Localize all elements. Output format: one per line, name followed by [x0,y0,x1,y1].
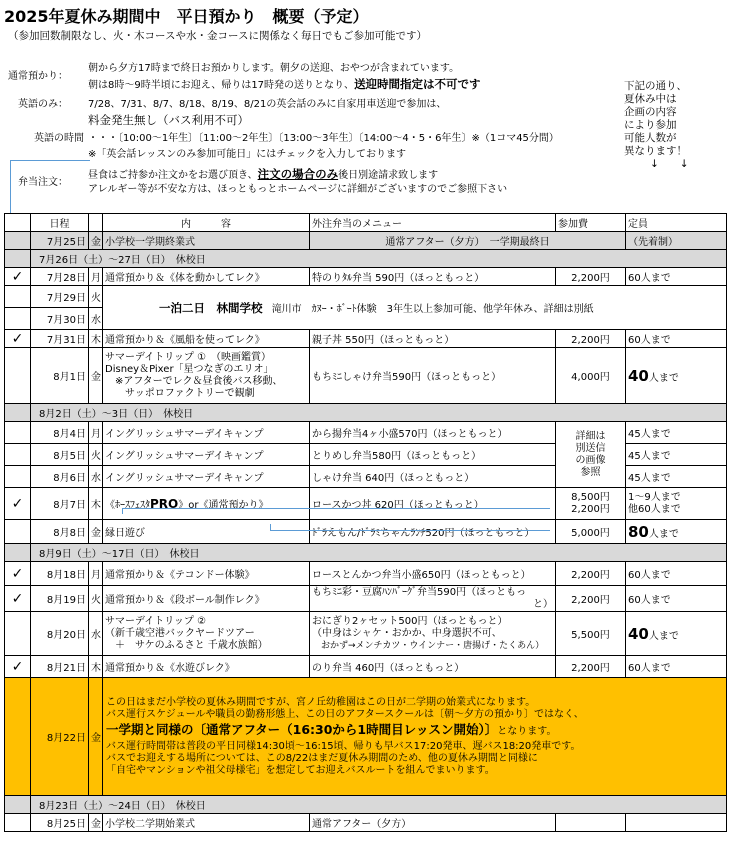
menu-cell: ロースとんかつ弁当小盛650円（ほっともっと） [310,562,556,586]
dow-cell: 水 [89,612,103,656]
cap-number: 40 [628,366,649,385]
page-title: 2025年夏休み期間中 平日預かり 概要（予定） [4,7,369,26]
cap-line: 他60人まで [628,503,681,515]
fee-cell: 2,200円 [556,586,626,612]
date-cell: 8月20日 [31,612,89,656]
menu-cell: のり弁当 460円（ほっともっと） [310,656,556,678]
fee-cell: 2,200円 [556,562,626,586]
dow-cell: 金 [89,814,103,832]
content-line: Disney＆Pixer「星つなぎのエリオ」 [105,363,274,375]
holiday-cell: 8月2日（土）～3日（日） 休校日 [31,404,727,422]
cap-unit: 人まで [648,630,679,642]
menu-cell [310,586,556,612]
date-cell: 8月4日 [31,422,89,444]
bento-line2: アレルギー等が不安な方は、ほっともっとホームページに詳細がございますのでご参照下さい [88,184,508,195]
table-row [5,678,727,796]
fee-arrow-line [122,508,550,509]
side-note-line: 可能人数が [624,132,677,144]
date-cell: 8月7日 [31,488,89,520]
dow-cell: 木 [89,488,103,520]
check-cell [5,232,31,250]
bento-line1-a: 昼食はご持参か注文かをお選び頂き、 [88,170,258,181]
menu-cell: しゃけ弁当 640円（ほっともっと） [310,466,556,488]
table-row [5,286,727,308]
cap-cell [626,612,727,656]
table-row [5,422,727,444]
date-cell: 8月22日 [31,678,89,796]
page-subtitle: （参加回数制限なし、火・木コースや水・金コースに関係なく毎日でもご参加可能です） [8,30,427,42]
table-row [5,520,727,544]
camp-detail: 滝川市 ｶﾇｰ・ﾎﾞｰﾄ体験 3年生以上参加可能、他学年休み、詳細は別紙 [271,303,594,315]
menu-cell: 親子丼 550円（ほっともっと） [310,330,556,348]
menu-cell: ロースかつ丼 620円（ほっともっと） [310,488,556,520]
header-date: 日程 [31,214,89,232]
menu-cell: から揚弁当4ヶ小盛570円（ほっともっと） [310,422,556,444]
content-cell: 通常預かり＆《段ボール制作レク》 [103,586,310,612]
cap-cell: 60人まで [626,656,727,678]
side-note-line: ↓ ↓ [650,158,689,170]
check-cell [5,250,31,268]
english-check-icon: ✓ [5,656,31,678]
tsujo-line2-emph: 送迎時間指定は不可です [354,77,481,91]
notice-line: バスでお迎えする場所については、この8/22はまだ夏休み期間のため、他の夏休み期間と同様に [106,752,538,764]
notice-cell [103,678,727,796]
english-check-icon: ✓ [5,268,31,286]
table-row [5,814,727,832]
table-header-row [5,214,727,232]
header-cap: 定員 [626,214,727,232]
fee-arrow-line [122,508,123,514]
content-cell: 通常預かり＆《体を動かしてレク》 [103,268,310,286]
cap-unit: 人まで [648,372,679,384]
fee-arrow-line [270,524,271,530]
cap-cell [626,814,727,832]
fee-cell [556,488,626,520]
fee-cell: 4,000円 [556,348,626,404]
cap-cell [626,520,727,544]
content-cell [103,488,310,520]
connector-line-top [10,160,90,161]
menu-cell: 通常アフター（夕方） 一学期最終日 [310,232,626,250]
content-cell [103,612,310,656]
menu-line: おかず→メンチカツ・ウインナー・唐揚げ・たくあん） [312,640,545,651]
holiday-cell: 8月23日（土）～24日（日） 休校日 [31,796,727,814]
camp-title: 一泊二日 林間学校 [159,300,263,315]
tsujo-line2-text: 朝は8時～9時半頃にお迎え、帰りは17時発の送りとなり、 [88,80,355,91]
menu-cell: 通常アフター（夕方） [310,814,556,832]
date-cell: 7月30日 [31,308,89,330]
english-check-icon: ✓ [5,586,31,612]
menu-cell: 特のりﾀﾙ弁当 590円（ほっともっと） [310,268,556,286]
check-cell [5,520,31,544]
cap-cell [626,348,727,404]
dow-cell: 水 [89,308,103,330]
dow-cell: 月 [89,268,103,286]
dow-cell: 月 [89,422,103,444]
fee-cell: 2,200円 [556,330,626,348]
header-menu: 外注弁当のメニュー [310,214,556,232]
date-cell: 7月31日 [31,330,89,348]
check-cell [5,678,31,796]
cap-cell: 45人まで [626,444,727,466]
bento-line1-c: 後日別途請求致します [338,170,439,181]
check-cell [5,444,31,466]
table-row [5,348,727,404]
content-cell: 小学校二学期始業式 [103,814,310,832]
tsujo-label: 通常預かり： [8,71,68,82]
content-cell: 通常預かり＆《テコンドー体験》 [103,562,310,586]
content-a: 《ﾎｰｽﾌｪｽﾀ [105,500,150,511]
fee-note-line: 参照 [580,466,601,478]
eigo-label: 英語のみ： [18,99,68,110]
english-check-icon: ✓ [5,562,31,586]
menu-cell [310,612,556,656]
tsujo-line2 [88,78,481,92]
menu-line: もちﾐﾆ彩・豆腐ﾊﾝﾊﾞｰｸﾞ弁当590円（ほっともっ [312,586,527,598]
notice-line-emph [106,721,724,741]
eigo-time-label: 英語の時間 [34,133,84,144]
content-c: 》or《通常預かり》 [178,500,269,511]
fee-arrow-line [270,530,550,531]
table-row [5,656,727,678]
fee-note-cell [556,422,626,488]
table-row [5,586,727,612]
cap-cell: 45人まで [626,422,727,444]
eigo-note: ※「英会話レッスンのみ参加可能日」にはチェックを入力しております [88,149,406,160]
notice-line: バス運行時間帯は普段の平日同様14:30頃～16:15頃、帰りも早バス17:20発車、遅バス18:20発車です。 [106,740,581,752]
fee-cell [556,814,626,832]
side-note-line: 異なります！ [624,145,687,157]
holiday-cell: 8月9日（土）～17日（日） 休校日 [31,544,727,562]
content-cell: 通常預かり＆《水遊びレク》 [103,656,310,678]
dow-cell: 金 [89,520,103,544]
date-cell: 8月8日 [31,520,89,544]
cap-cell [626,488,727,520]
fee-note-line: 別送信 [575,442,606,454]
dow-cell: 金 [89,232,103,250]
content-cell [103,348,310,404]
fee-note-line: の画像 [575,454,606,466]
date-cell: 8月1日 [31,348,89,404]
date-cell: 8月6日 [31,466,89,488]
menu-line: と） [533,598,553,610]
table-row [5,612,727,656]
eigo-time: ・・・〔10:00～1年生〕〔11:00～2年生〕〔13:00～3年生〕〔14:00～4・5・6年生〕※（1コマ45分間） [88,133,559,144]
side-note-line: 下記の通り、 [624,80,687,92]
date-cell: 7月25日 [31,232,89,250]
date-cell: 8月21日 [31,656,89,678]
schedule-table [4,213,727,832]
holiday-row [5,796,727,814]
table-row [5,268,727,286]
check-cell [5,286,31,308]
header-check [5,214,31,232]
english-check-icon: ✓ [5,488,31,520]
fee-line: 2,200円 [571,503,610,515]
cap-cell: 60人まで [626,268,727,286]
dow-cell: 火 [89,586,103,612]
holiday-row [5,404,727,422]
holiday-cell: 7月26日（土）～27日（日） 休校日 [31,250,727,268]
cap-line: 1～9人まで [628,491,681,503]
cap-number: 80 [628,522,649,541]
dow-cell: 木 [89,656,103,678]
side-note-line: 企画の内容 [624,106,677,118]
content-cell: イングリッシュサマーデイキャンプ [103,422,310,444]
eigo-line2: 料金発生無し（バス利用不可） [88,113,249,127]
cap-cell: 60人まで [626,586,727,612]
fee-cell: 2,200円 [556,268,626,286]
camp-cell [103,286,727,330]
check-cell [5,796,31,814]
table-row [5,562,727,586]
dow-cell: 木 [89,330,103,348]
cap-cell: 60人まで [626,562,727,586]
dow-cell: 火 [89,444,103,466]
header-dow [89,214,103,232]
notice-line: この日はまだ小学校の夏休み期間ですが、宮ノ丘幼稚園はこの日が二学期の始業式になります。 [106,696,536,708]
content-line: （新千歳空港バックヤードツアー [105,627,255,639]
table-row [5,232,727,250]
tsujo-line1: 朝から夕方17時まで終日お預かりします。朝夕の送迎、おやつが含まれています。 [88,63,460,74]
fee-line: 8,500円 [571,491,610,503]
holiday-row [5,544,727,562]
cap-cell: 45人まで [626,466,727,488]
notice-line: 「自宅やマンションや祖父母様宅」を想定してお迎えバスルートを組んでまいります。 [106,764,495,776]
date-cell: 7月29日 [31,286,89,308]
dow-cell: 月 [89,562,103,586]
dow-cell: 金 [89,678,103,796]
holiday-row [5,250,727,268]
date-cell: 7月28日 [31,268,89,286]
content-line: サマーデイトリップ ① （映画鑑賞） [105,351,272,363]
dow-cell: 金 [89,348,103,404]
fee-cell: 5,500円 [556,612,626,656]
dow-cell: 水 [89,466,103,488]
menu-line: （中身はシャケ・おかか、中身選択不可、 [312,627,502,639]
fee-note-line: 詳細は [575,430,606,442]
check-cell [5,544,31,562]
fee-cell: 5,000円 [556,520,626,544]
bento-line1-b: 注文の場合のみ [257,167,339,181]
notice-emph-tail: となります。 [497,725,557,737]
eigo-line1: 7/28、7/31、8/7、8/18、8/19、8/21の英会話のみに自家用車送迎で参加は、 [88,99,447,110]
cap-cell: 60人まで [626,330,727,348]
dow-cell: 火 [89,286,103,308]
content-cell: イングリッシュサマーデイキャンプ [103,444,310,466]
content-cell: イングリッシュサマーデイキャンプ [103,466,310,488]
check-cell [5,404,31,422]
date-cell: 8月5日 [31,444,89,466]
bento-label: 弁当注文： [18,177,68,188]
check-cell [5,466,31,488]
check-cell [5,308,31,330]
cap-unit: 人まで [648,528,679,540]
side-note-line: 夏休み中は [624,93,677,105]
cap-cell: （先着制） [626,232,727,250]
date-cell: 8月18日 [31,562,89,586]
table-row [5,330,727,348]
content-cell: 縁日遊び [103,520,310,544]
menu-cell: ﾄﾞﾗえもん/ﾄﾞﾗﾐちゃんﾗﾝﾁ520円（ほっともっと） [310,520,556,544]
content-line: サッポロファクトリーで観劇 [105,387,255,399]
check-cell [5,422,31,444]
date-cell: 8月19日 [31,586,89,612]
side-note [624,80,729,171]
table-row [5,488,727,520]
check-cell [5,814,31,832]
content-b: PRO [150,497,179,511]
content-cell: 小学校一学期終業式 [103,232,310,250]
notice-emph: 一学期と同様の〔通常アフター（16:30から1時間目レッスン開始）〕 [106,721,498,737]
content-cell: 通常預かり＆《風船を使ってレク》 [103,330,310,348]
menu-cell: もちﾐﾆしゃけ弁当590円（ほっともっと） [310,348,556,404]
side-note-line: により参加 [624,119,677,131]
content-line: ※アフターでレク＆昼食後バス移動、 [105,375,283,387]
fee-cell: 2,200円 [556,656,626,678]
english-check-icon: ✓ [5,330,31,348]
notice-line: バス運行スケジュールや職員の勤務形態上、この日のアフタースクールは〔朝～夕方の預かり〕ではなく、 [106,708,584,720]
menu-cell: とりめし弁当580円（ほっともっと） [310,444,556,466]
content-line: ＋ サケのふるさと 千歳水族館） [105,639,268,651]
date-cell: 8月25日 [31,814,89,832]
bento-line1 [88,168,438,182]
check-cell [5,348,31,404]
header-fee: 参加費 [556,214,626,232]
menu-line: おにぎり2ヶセット500円（ほっともっと） [312,615,508,627]
content-line: サマーデイトリップ ② [105,615,207,627]
header-content: 内 容 [103,214,310,232]
check-cell [5,612,31,656]
cap-number: 40 [628,624,649,643]
